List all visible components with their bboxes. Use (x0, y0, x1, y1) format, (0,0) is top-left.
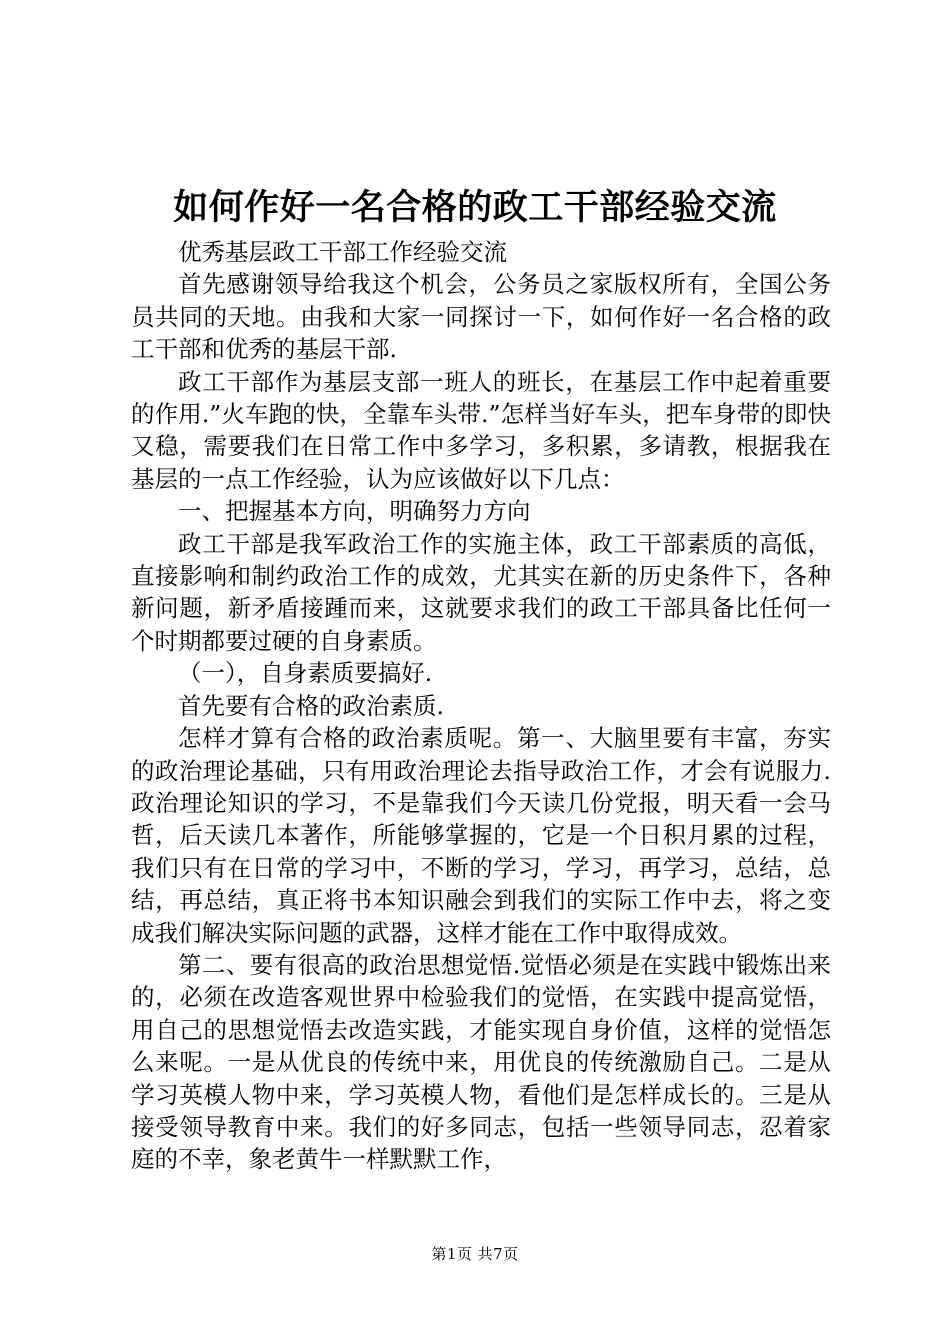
page-footer: 第1页 共7页 (431, 1245, 519, 1263)
paragraph-opening: 首先感谢领导给我这个机会，公务员之家版权所有，全国公务员共同的天地。由我和大家一同探讨一下，如何作好一名合格的政工干部和优秀的基层干部. (131, 270, 831, 364)
paragraph-subtitle: 优秀基层政工干部工作经验交流 (178, 238, 507, 266)
paragraph-political-quality: 首先要有合格的政治素质. (178, 691, 444, 720)
section-heading-1: 一、把握基本方向，明确努力方向 (178, 497, 531, 526)
paragraph-theory: 怎样才算有合格的政治素质呢。第一、大脑里要有丰富，夯实的政治理论基础，只有用政治理论去指导政治工作，才会有说服力.政治理论知识的学习，不是靠我们今天读几份党报，明天看一会马哲，后天读几本著作，所能够掌握的，它是一个日积月累的过程，我们只有在日常的学习中，不断的学习，学习，再学习，总结，总结，再总结，真正将书本知识融会到我们的实际工作中去，将之变成我们解决实际问题的武器，这样才能在工作中取得成效。 (131, 724, 831, 947)
paragraph-role: 政工干部作为基层支部一班人的班长，在基层工作中起着重要的作用.”火车跑的快，全靠车头带.”怎样当好车头，把车身带的即快又稳，需要我们在日常工作中多学习，多积累，多请教，根据我在基层的一点工作经验，认为应该做好以下几点： (131, 367, 831, 493)
paragraph-awareness: 第二、要有很高的政治思想觉悟.觉悟必须是在实践中锻炼出来的，必须在改造客观世界中检验我们的觉悟，在实践中提高觉悟，用自己的思想觉悟去改造实践，才能实现自身价值，这样的觉悟怎么来呢。一是从优良的传统中来，用优良的传统激励自己。二是从学习英模人物中来，学习英模人物，看他们是怎样成长的。三是从接受领导教育中来。我们的好多同志，包括一些领导同志，忍着家庭的不幸，象老黄牛一样默默工作， (131, 950, 831, 1174)
document-body (131, 236, 831, 1176)
document-title: 如何作好一名合格的政工干部经验交流 (173, 187, 777, 228)
paragraph-quality: 政工干部是我军政治工作的实施主体，政工干部素质的高低，直接影响和制约政治工作的成效，尤其实在新的历史条件下，各种新问题，新矛盾接踵而来，这就要求我们的政工干部具备比任何一个时期都要过硬的自身素质。 (131, 529, 831, 655)
subsection-heading-1: （一），自身素质要搞好. (178, 659, 433, 688)
